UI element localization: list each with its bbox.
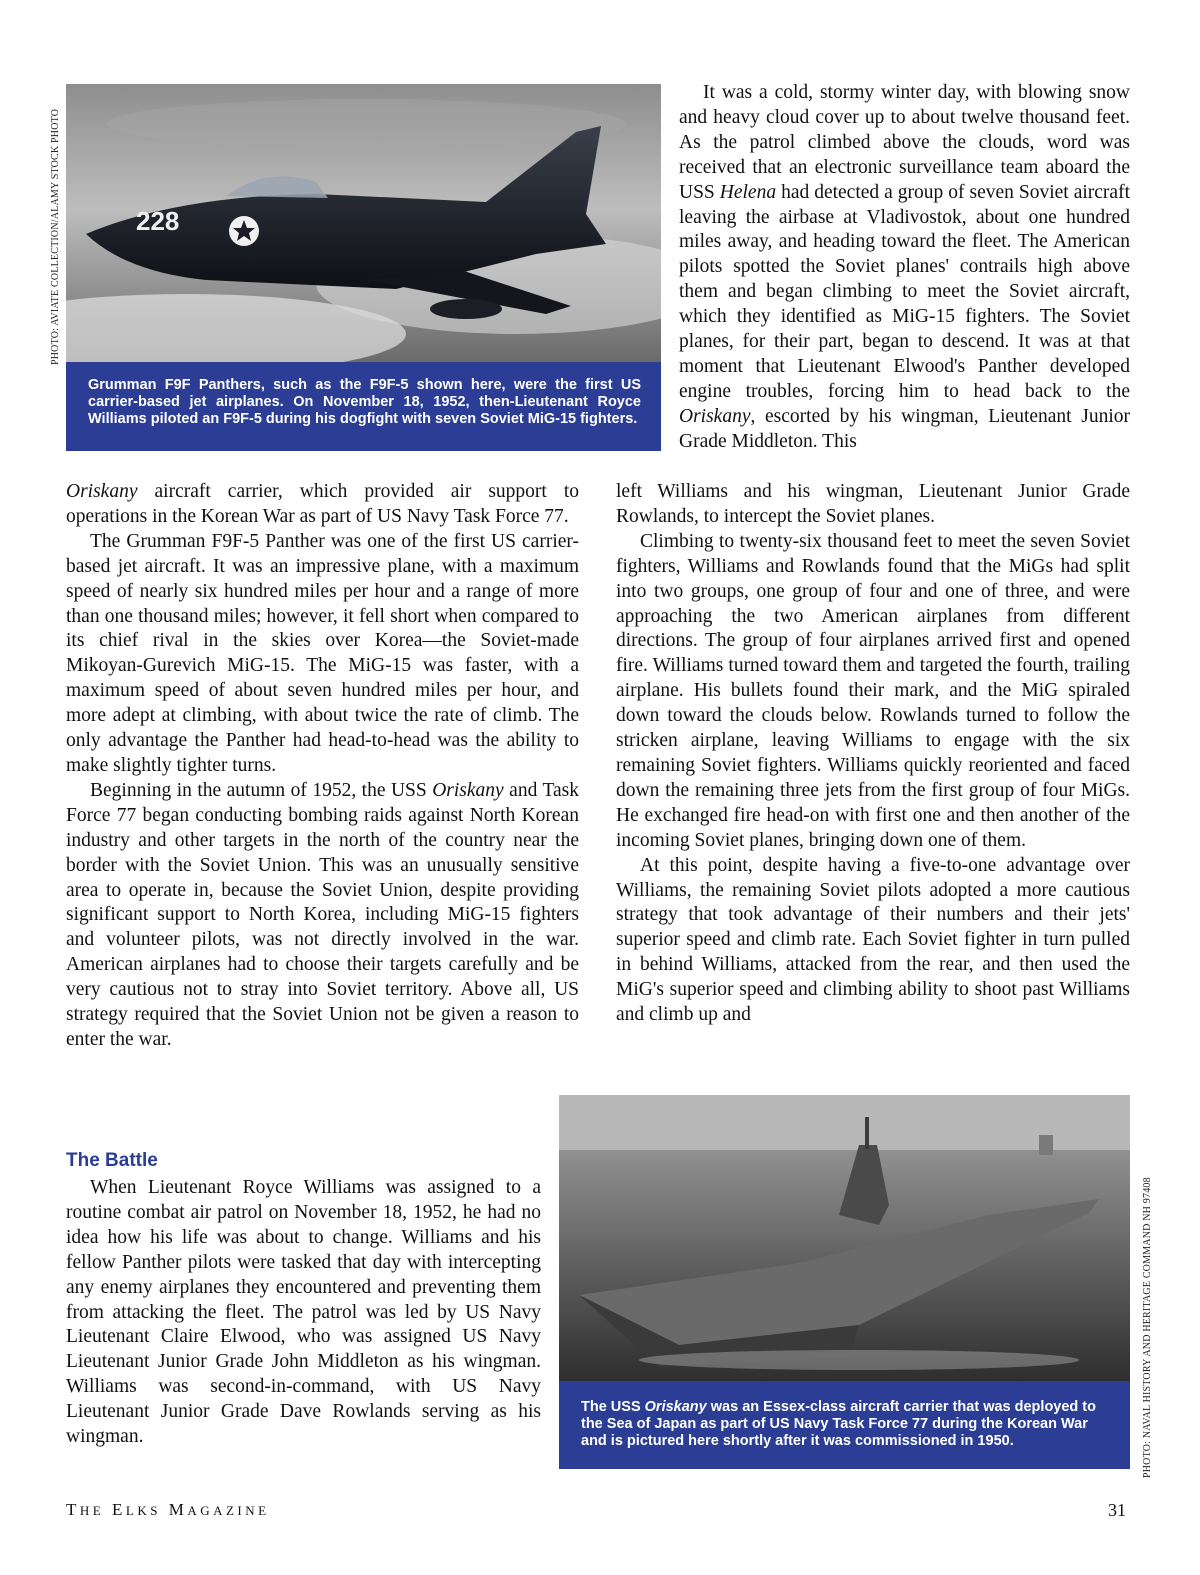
jet-number: 228 — [136, 206, 180, 236]
panther-jet-image — [66, 84, 661, 363]
paragraph: The Grumman F9F-5 Panther was one of the first US carrier-based jet aircraft. It was an impressive plane, with a maximum speed of nearly six hundred miles per hour and a range of more than one thousand miles; however, it fell short when compared to its chief rival in the skies over Korea—the Soviet-made Mikoyan-Gurevich MiG-15. The MiG-15 was faster, with a maximum speed of about seven hundred miles per hour, and more adept at climbing, with about twice the rate of climb. The only advantage the Panther had head-to-head was the ability to make slightly tighter turns. — [66, 530, 579, 776]
paragraph: Oriskany aircraft carrier, which provided air support to operations in the Korean War as part of US Navy Task Force 77. — [66, 481, 579, 527]
paragraph: Beginning in the autumn of 1952, the USS Oriskany and Task Force 77 began conducting bombing raids against North Korean industry and other targets in the north of the country near the border with the Soviet Union. This was an unusually sensitive area to operate in, because the Soviet Union, despite providing significant support to North Korea, including MiG-15 fighters and volunteer pilots, was not directly involved in the war. American airplanes had to choose their targets carefully and be very cautious not to stray into Soviet territory. Above all, US strategy required that the Soviet Union not be given a reason to enter the war. — [66, 779, 579, 1050]
page-number: 31 — [1108, 1500, 1126, 1520]
paragraph: It was a cold, stormy winter day, with blowing snow and heavy cloud cover up to about twelve thousand feet. As the patrol climbed above the clouds, word was received that an electronic surveillance team aboard the USS Helena had detected a group of seven Soviet aircraft leaving the airbase at Vladivostok, about one hundred miles away, and heading toward the fleet. The American pilots spotted the Soviet planes' contrails high above them and began climbing to meet the Soviet aircraft, which they identified as MiG-15 fighters. The Soviet planes, for their part, began to descend. It was at that moment that Lieutenant Elwood's Panther developed engine troubles, forcing him to head back to the Oriskany, escorted by his wingman, Lieutenant Junior Grade Middleton. This — [679, 82, 1130, 452]
carrier-photo-caption: The USS Oriskany was an Essex-class aircraft carrier that was deployed to the Sea of Japan as part of US Navy Task Force 77 during the Korean War and is pictured here shortly after it was commissioned in 1950. — [559, 1381, 1130, 1469]
left-column-lower — [66, 1176, 541, 1450]
paragraph: At this point, despite having a five-to-one advantage over Williams, the remaining Soviet pilots adopted a more cautious strategy that took advantage of their numbers and their jets' superior speed and climb rate. Each Soviet fighter in turn pulled in behind Williams, attacked from the rear, and then used the MiG's superior speed and climbing ability to shoot past Williams and climb up and — [616, 854, 1130, 1026]
left-column — [66, 480, 579, 1053]
magazine-title: THE ELKS MAGAZINE — [66, 1500, 270, 1519]
section-heading: The Battle — [66, 1150, 158, 1171]
carrier-image — [559, 1095, 1130, 1381]
photo-credit-1: PHOTO: AVIATE COLLECTION/ALAMY STOCK PHOTO — [50, 108, 61, 365]
right-column-top — [679, 81, 1130, 455]
paragraph: When Lieutenant Royce Williams was assigned to a routine combat air patrol on November 18, 1952, he had no idea how his life was about to change. Williams and his fellow Panther pilots were tasked that day with intercepting any enemy airplanes they encountered and preventing them from attacking the fleet. The patrol was led by US Navy Lieutenant Claire Elwood, who was assigned US Navy Lieutenant Junior Grade John Middleton as his wingman. Williams was second-in-command, with US Navy Lieutenant Junior Grade Dave Rowlands serving as his wingman. — [66, 1177, 541, 1448]
panther-jet-photo — [66, 84, 661, 363]
carrier-photo — [559, 1095, 1130, 1381]
paragraph: Climbing to twenty-six thousand feet to meet the seven Soviet fighters, Williams and Rowlands found that the MiGs had split into two groups, one group of four and one of three, and were approaching the two American airplanes from different directions. The group of four airplanes arrived first and opened fire. Williams turned toward them and targeted the fourth, trailing airplane. His bullets found their mark, and the MiG spiraled down toward the clouds below. Rowlands turned to follow the stricken airplane, leaving Williams to engage with the six remaining Soviet fighters. Williams quickly reoriented and faced down the remaining three jets from the first group of four MiGs. He exchanged fire head-on with first one and then another of the incoming Soviet planes, bringing down one of them. — [616, 530, 1130, 851]
photo-credit-2: PHOTO: NAVAL HISTORY AND HERITAGE COMMAND NH 97408 — [1142, 1177, 1153, 1478]
right-column — [616, 480, 1130, 1028]
paragraph: left Williams and his wingman, Lieutenant Junior Grade Rowlands, to intercept the Soviet planes. — [616, 481, 1130, 527]
jet-photo-caption: Grumman F9F Panthers, such as the F9F-5 shown here, were the first US carrier-based jet airplanes. On November 18, 1952, then-Lieutenant Royce Williams piloted an F9F-5 during his dogfight with seven Soviet MiG-15 fighters. — [66, 362, 661, 451]
